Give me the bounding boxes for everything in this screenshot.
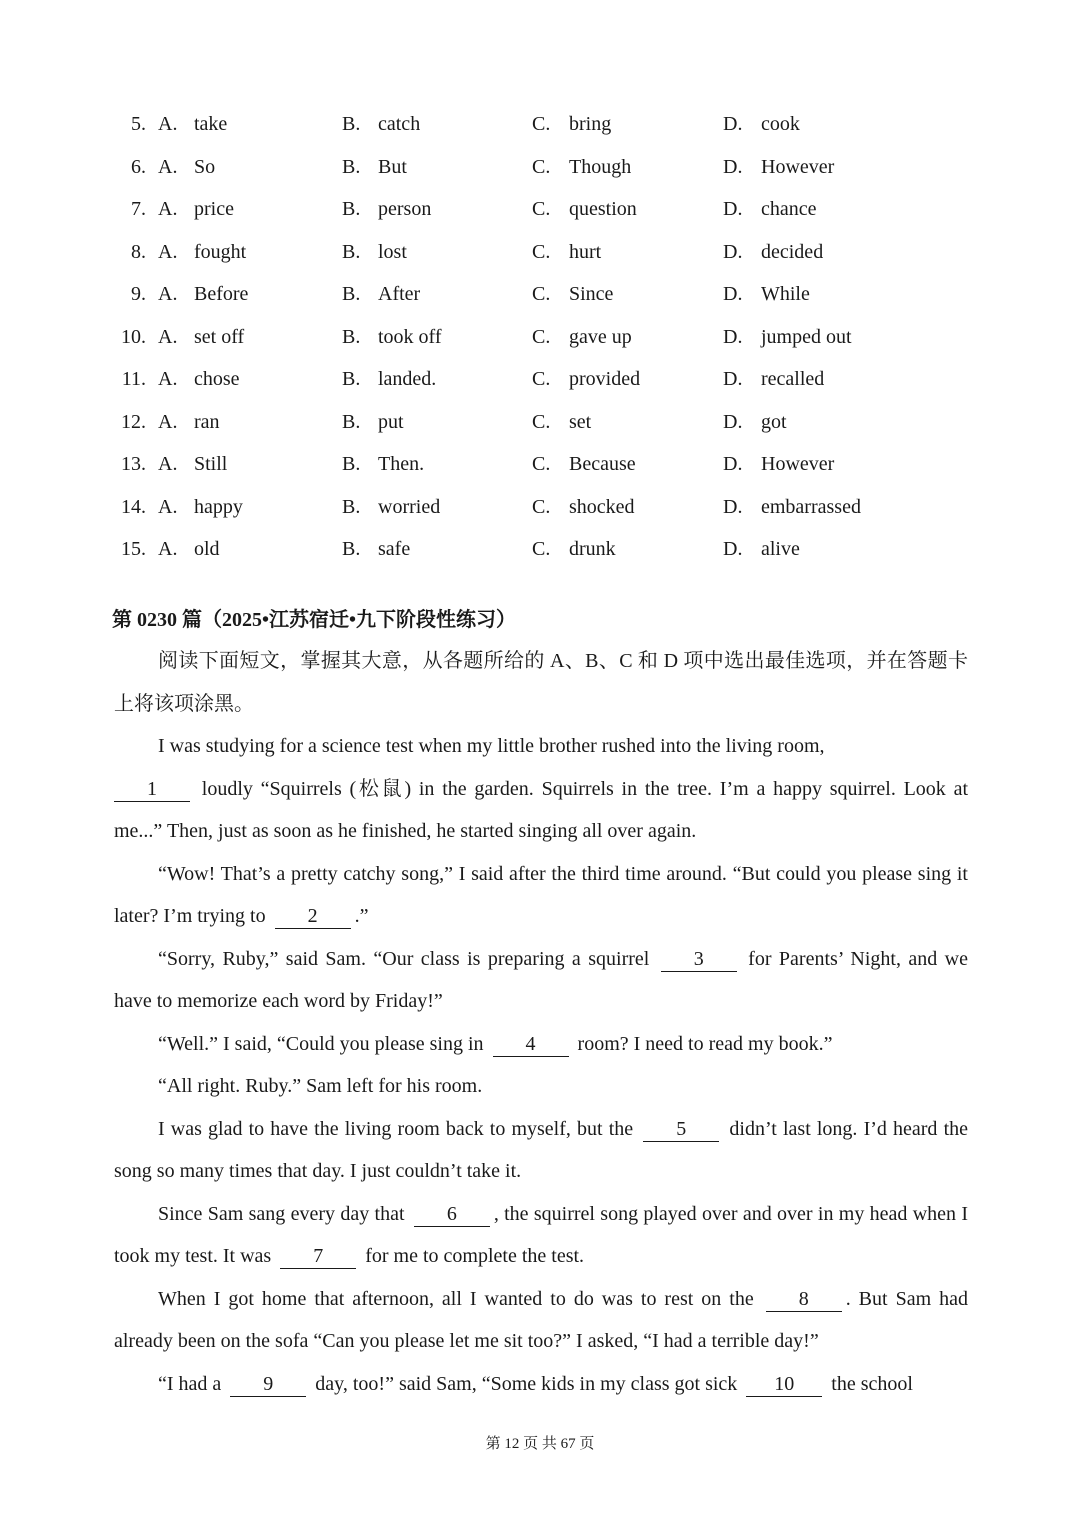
- option-letter-a: A.: [158, 198, 178, 220]
- option-b-text: lost: [378, 240, 407, 263]
- option-a-text: happy: [194, 495, 243, 518]
- option-d-text: recalled: [761, 368, 825, 390]
- question-number: 8.: [131, 240, 146, 263]
- option-c-text: gave up: [569, 325, 632, 348]
- question-number: 11.: [121, 368, 146, 390]
- passage-text: for me to complete the test.: [360, 1245, 585, 1267]
- option-letter-c: C.: [532, 453, 551, 475]
- option-letter-b: B.: [342, 240, 361, 263]
- blank-7: 7: [280, 1244, 356, 1269]
- option-letter-a: A.: [158, 325, 178, 348]
- blank-4: 4: [493, 1032, 569, 1057]
- option-letter-b: B.: [342, 495, 361, 518]
- option-letter-c: C.: [532, 240, 551, 263]
- option-letter-c: C.: [532, 198, 551, 220]
- blank-9: 9: [230, 1372, 306, 1397]
- option-c-text: Since: [569, 283, 614, 305]
- option-row: [112, 188, 972, 231]
- option-row: [112, 103, 972, 146]
- passage-text: I was glad to have the living room back to myself, but the: [158, 1117, 640, 1140]
- option-a-text: old: [194, 538, 220, 560]
- option-d-text: jumped out: [761, 325, 852, 348]
- passage-heading: 第 0230 篇（2025•江苏宿迁•九下阶段性练习）: [112, 609, 517, 631]
- option-d-text: cook: [761, 113, 800, 135]
- option-letter-d: D.: [723, 495, 743, 518]
- option-c-text: drunk: [569, 538, 616, 560]
- option-c-text: Though: [569, 155, 632, 178]
- option-b-text: took off: [378, 325, 442, 348]
- passage-text: , the squirrel song played over and over in my head when I took my test. It was: [114, 1202, 968, 1267]
- instruction-paragraph: 阅读下面短文，掌握其大意，从各题所给的 A、B、C 和 D 项中选出最佳选项，并在答题卡上将该项涂黑。: [114, 650, 968, 715]
- option-b-text: landed.: [378, 368, 437, 390]
- blank-6: 6: [414, 1202, 490, 1227]
- passage-text: “Well.” I said, “Could you please sing in: [158, 1032, 489, 1055]
- passage-text: for Parents’ Night, and we have to memorize each word by Friday!”: [114, 947, 968, 1012]
- passage-text: “Sorry, Ruby,” said Sam. “Our class is preparing a squirrel: [158, 947, 657, 970]
- passage-paragraph: [114, 1108, 968, 1193]
- option-row: [112, 486, 972, 529]
- option-letter-a: A.: [158, 113, 178, 135]
- question-number: 14.: [121, 495, 146, 518]
- passage-text: loudly “Squirrels (松鼠) in the garden. Squirrels in the tree. I’m a happy squirrel. Look at me...” Then, just as soon as he finished, he started singing all over again.: [114, 777, 968, 842]
- option-row: [112, 358, 972, 401]
- option-a-text: Before: [194, 283, 249, 305]
- option-letter-c: C.: [532, 368, 551, 390]
- option-letter-d: D.: [723, 198, 743, 220]
- option-a-text: fought: [194, 240, 247, 263]
- option-a-text: ran: [194, 410, 220, 433]
- question-number: 10.: [121, 325, 146, 348]
- question-number: 13.: [121, 453, 146, 475]
- blank-1: 1: [114, 777, 190, 802]
- passage-text: . But Sam had already been on the sofa “Can you please let me sit too?” I asked, “I had a terrible day!”: [114, 1287, 968, 1352]
- option-d-text: alive: [761, 538, 800, 560]
- question-number: 5.: [131, 113, 146, 135]
- option-letter-c: C.: [532, 113, 551, 135]
- option-a-text: take: [194, 113, 228, 135]
- option-d-text: While: [761, 283, 810, 305]
- option-d-text: chance: [761, 198, 817, 220]
- option-letter-a: A.: [158, 240, 178, 263]
- passage-text: “Wow! That’s a pretty catchy song,” I said after the third time around. “But could you please sing it later? I’m trying to: [114, 862, 968, 927]
- passage-paragraph: [114, 1065, 968, 1108]
- option-b-text: put: [378, 410, 404, 433]
- option-letter-c: C.: [532, 325, 551, 348]
- option-letter-d: D.: [723, 283, 743, 305]
- blank-3: 3: [661, 947, 737, 972]
- option-a-text: chose: [194, 368, 240, 390]
- option-letter-a: A.: [158, 155, 178, 178]
- answer-options-list: [112, 103, 972, 571]
- option-letter-c: C.: [532, 495, 551, 518]
- passage-text: “All right. Ruby.” Sam left for his room.: [158, 1075, 483, 1097]
- question-number: 15.: [121, 538, 146, 560]
- option-letter-d: D.: [723, 325, 743, 348]
- option-letter-c: C.: [532, 155, 551, 178]
- option-letter-b: B.: [342, 113, 361, 135]
- option-c-text: set: [569, 410, 592, 433]
- option-letter-b: B.: [342, 325, 361, 348]
- option-letter-c: C.: [532, 283, 551, 305]
- blank-10: 10: [746, 1372, 822, 1397]
- option-b-text: worried: [378, 495, 441, 518]
- passage-paragraph: [114, 938, 968, 1023]
- option-d-text: got: [761, 410, 787, 433]
- option-c-text: Because: [569, 453, 636, 475]
- option-a-text: Still: [194, 453, 228, 475]
- passage-body: [114, 640, 968, 1405]
- option-a-text: set off: [194, 325, 245, 348]
- passage-paragraph: [114, 853, 968, 938]
- question-number: 6.: [131, 155, 146, 178]
- option-c-text: provided: [569, 368, 641, 390]
- option-row: [112, 401, 972, 444]
- option-letter-b: B.: [342, 538, 361, 560]
- page-footer: 第 12 页 共 67 页: [485, 1436, 595, 1452]
- option-letter-a: A.: [158, 410, 178, 433]
- option-b-text: person: [378, 198, 432, 220]
- option-letter-d: D.: [723, 538, 743, 560]
- option-a-text: So: [194, 155, 216, 178]
- option-letter-d: D.: [723, 368, 743, 390]
- option-letter-d: D.: [723, 453, 743, 475]
- option-b-text: catch: [378, 113, 421, 135]
- option-letter-a: A.: [158, 453, 178, 475]
- passage-text: the school: [826, 1372, 913, 1395]
- question-number: 9.: [131, 283, 146, 305]
- passage-text: day, too!” said Sam, “Some kids in my class got sick: [310, 1372, 743, 1395]
- option-letter-d: D.: [723, 113, 743, 135]
- passage-text: .”: [354, 905, 369, 927]
- option-letter-d: D.: [723, 155, 743, 178]
- option-row: [112, 443, 972, 486]
- passage-text: I was studying for a science test when my little brother rushed into the living room,: [158, 735, 825, 757]
- option-b-text: But: [378, 155, 407, 178]
- option-letter-a: A.: [158, 495, 178, 518]
- option-a-text: price: [194, 198, 234, 220]
- option-c-text: bring: [569, 113, 612, 135]
- option-b-text: safe: [378, 538, 411, 560]
- option-d-text: embarrassed: [761, 495, 861, 518]
- option-letter-b: B.: [342, 198, 361, 220]
- passage-paragraph: [114, 1363, 968, 1406]
- option-letter-d: D.: [723, 410, 743, 433]
- option-b-text: Then.: [378, 453, 425, 475]
- question-number: 7.: [131, 198, 146, 220]
- option-row: [112, 273, 972, 316]
- passage-paragraph: [114, 1193, 968, 1278]
- option-letter-a: A.: [158, 538, 178, 560]
- passage-text: “I had a: [158, 1372, 227, 1395]
- option-d-text: However: [761, 155, 835, 178]
- passage-text: didn’t last long. I’d heard the song so many times that day. I just couldn’t take it.: [114, 1117, 969, 1182]
- option-letter-b: B.: [342, 453, 361, 475]
- blank-2: 2: [275, 904, 351, 929]
- option-letter-b: B.: [342, 368, 361, 390]
- option-row: [112, 528, 972, 571]
- option-row: [112, 231, 972, 274]
- option-c-text: question: [569, 198, 637, 220]
- option-letter-a: A.: [158, 283, 178, 305]
- option-letter-c: C.: [532, 410, 551, 433]
- option-d-text: However: [761, 453, 835, 475]
- blank-8: 8: [766, 1287, 842, 1312]
- passage-text: When I got home that afternoon, all I wanted to do was to rest on the: [158, 1287, 762, 1310]
- option-c-text: hurt: [569, 240, 602, 263]
- option-b-text: After: [378, 283, 421, 305]
- passage-paragraph: [114, 1278, 968, 1363]
- option-letter-b: B.: [342, 283, 361, 305]
- option-row: [112, 146, 972, 189]
- option-c-text: shocked: [569, 495, 635, 518]
- passage-text: room? I need to read my book.”: [572, 1032, 833, 1055]
- option-letter-b: B.: [342, 410, 361, 433]
- option-letter-d: D.: [723, 240, 743, 263]
- option-row: [112, 316, 972, 359]
- blank-5: 5: [643, 1117, 719, 1142]
- question-number: 12.: [121, 410, 146, 433]
- passage-paragraph: [114, 1023, 968, 1066]
- passage-text: Since Sam sang every day that: [158, 1202, 410, 1225]
- passage-paragraph: [114, 725, 968, 853]
- option-d-text: decided: [761, 240, 824, 263]
- option-letter-c: C.: [532, 538, 551, 560]
- option-letter-a: A.: [158, 368, 178, 390]
- option-letter-b: B.: [342, 155, 361, 178]
